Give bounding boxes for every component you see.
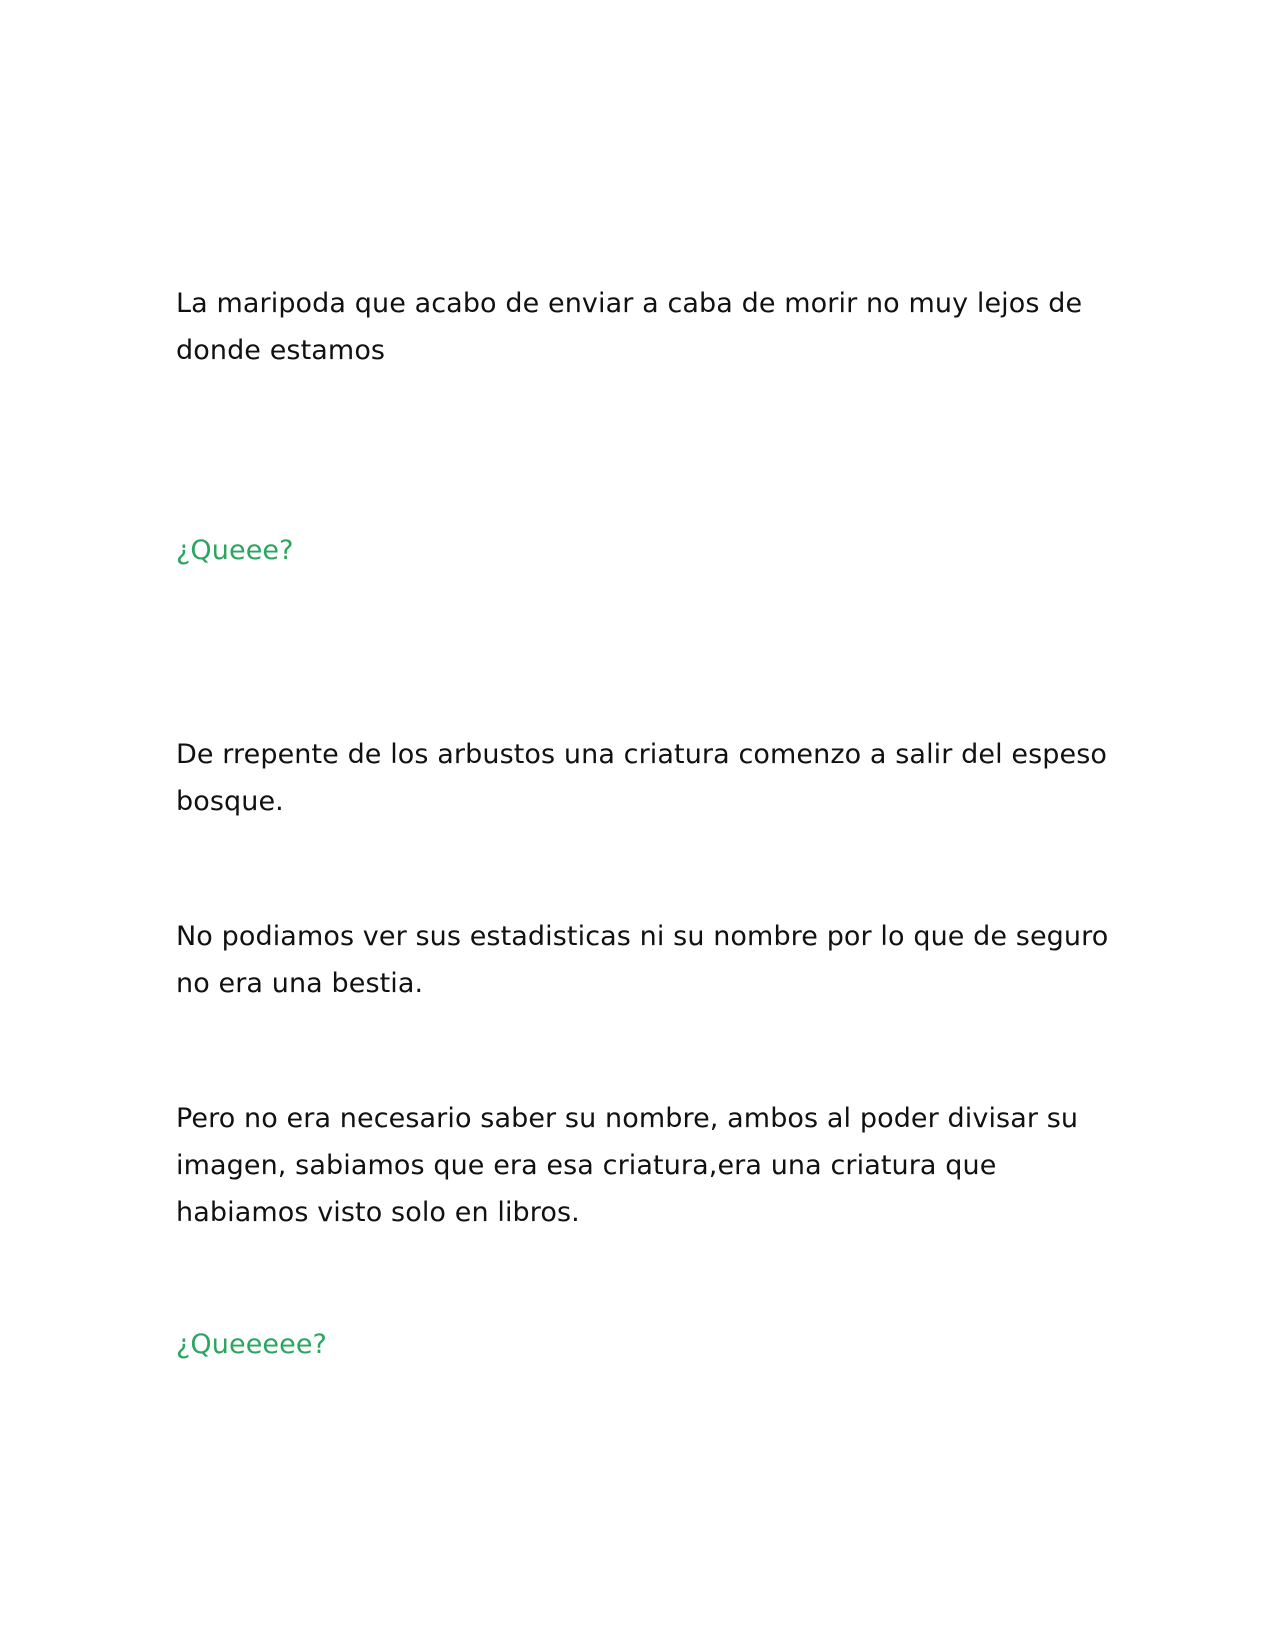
paragraph-2: De rrepente de los arbustos una criatura comenzo a salir del espeso bosque. xyxy=(176,739,1108,817)
paragraph-4: Pero no era necesario saber su nombre, ambos al poder divisar su imagen, sabiamos que era esa criatura,era una criatura que habiamos visto solo en libros. xyxy=(176,1103,1079,1228)
dialogue-line-1: ¿Queee? xyxy=(176,535,294,566)
dialogue-line-2: ¿Queeeee? xyxy=(176,1329,327,1360)
paragraph-3: No podiamos ver sus estadisticas ni su nombre por lo que de seguro no era una bestia. xyxy=(176,921,1109,999)
paragraph-1: La maripoda que acabo de enviar a caba de morir no muy lejos de donde estamos xyxy=(176,288,1083,366)
